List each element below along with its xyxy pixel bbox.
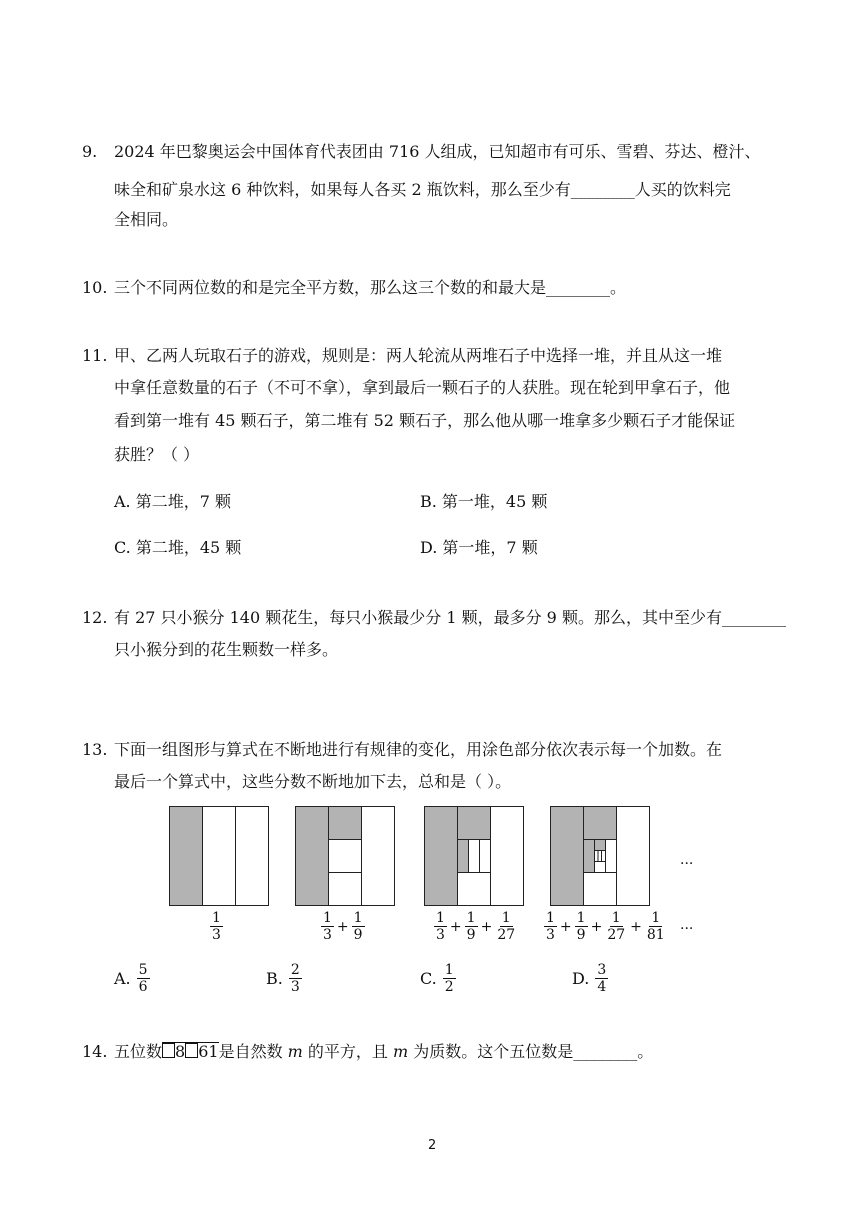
q9-line-2: 味全和矿泉水这 6 种饮料，如果每人各买 2 瓶饮料，那么至少有________人买的饮料完 (114, 180, 731, 199)
fraction-denominator: 4 (597, 979, 607, 995)
q13-option-d (572, 962, 608, 995)
digit-box (185, 1043, 198, 1058)
q14-variable-m-2: m (393, 1042, 409, 1061)
q11-option-c: C. 第二堆，45 颗 (114, 538, 242, 557)
fraction-denominator: 3 (323, 927, 332, 943)
fraction-numerator: 1 (323, 910, 332, 926)
q13-sum-3 (434, 910, 517, 943)
q13-figure-4 (550, 806, 650, 906)
q13-sum-4 (544, 910, 667, 943)
page-number: 2 (428, 1138, 437, 1153)
fraction-denominator: 2 (444, 979, 454, 995)
q11-line-1: 甲、乙两人玩取石子的游戏，规则是：两人轮流从两堆石子中选择一堆，并且从这一堆 (114, 346, 723, 365)
q14-variable-m: m (287, 1042, 303, 1061)
q14-middle: 是自然数 (218, 1042, 288, 1061)
q9-number: 9. (82, 142, 98, 161)
fraction-numerator: 1 (611, 910, 621, 926)
fraction-numerator: 1 (501, 910, 511, 926)
option-label: B. (266, 969, 283, 988)
fraction-numerator: 1 (576, 910, 586, 926)
fraction-denominator: 9 (353, 927, 363, 943)
q13-line-1: 下面一组图形与算式在不断地进行有规律的变化，用涂色部分依次表示每一个加数。在 (114, 740, 723, 759)
q12-line-1: 有 27 只小猴分 140 颗花生，每只小猴最少分 1 颗，最多分 9 颗。那么，其中至少有________ (114, 608, 786, 627)
fraction-denominator: 3 (436, 927, 445, 943)
q11-line-4: 获胜？（ ） (114, 445, 200, 464)
q13-line-2: 最后一个算式中，这些分数不断地加下去，总和是（ ）。 (114, 772, 512, 791)
q13-option-c (420, 962, 456, 995)
fraction-denominator: 9 (576, 927, 586, 943)
fraction-numerator: 1 (466, 910, 476, 926)
fraction-denominator: 3 (212, 927, 221, 943)
q14-digits-61: 61 (198, 1042, 219, 1061)
fraction-numerator: 5 (138, 962, 148, 978)
fraction-numerator: 1 (651, 910, 661, 926)
fraction-denominator: 9 (466, 927, 476, 943)
q13-figure-3 (424, 806, 524, 906)
fraction-denominator: 27 (607, 927, 626, 943)
q11-line-2: 中拿任意数量的石子（不可不拿），拿到最后一颗石子的人获胜。现在轮到甲拿石子，他 (114, 378, 731, 397)
plus-sign: + (590, 918, 603, 935)
q14-middle3: 为质数。这个五位数是________。 (408, 1042, 654, 1061)
fraction-numerator: 1 (212, 910, 221, 926)
plus-sign: + (480, 918, 493, 935)
q10-line-1: 三个不同两位数的和是完全平方数，那么这三个数的和最大是________。 (114, 278, 627, 297)
option-label: C. (420, 969, 437, 988)
digit-box (162, 1043, 175, 1058)
option-label: A. (114, 969, 131, 988)
q13-option-a (114, 962, 150, 995)
q14-digit-8: 8 (175, 1042, 186, 1061)
q11-number: 11. (82, 346, 108, 365)
fraction-numerator: 1 (353, 910, 363, 926)
plus-sign: + (630, 918, 642, 935)
fraction-numerator: 1 (436, 910, 445, 926)
fraction-denominator: 3 (546, 927, 555, 943)
q10-number: 10. (82, 278, 108, 297)
plus-sign: + (336, 918, 349, 935)
q9-line-3: 全相同。 (114, 210, 179, 229)
q13-number: 13. (82, 740, 108, 759)
fraction-numerator: 1 (546, 910, 555, 926)
q13-sum-2 (321, 910, 365, 943)
q13-figure-1 (169, 806, 269, 906)
fraction-numerator: 1 (444, 962, 454, 978)
q11-option-d: D. 第一堆，7 颗 (420, 538, 538, 557)
fraction-denominator: 3 (290, 979, 300, 995)
option-label: D. (572, 969, 590, 988)
q13-sum-1 (210, 910, 223, 943)
q14-middle2: 的平方，且 (302, 1042, 394, 1061)
q11-option-b: B. 第一堆，45 颗 (420, 492, 548, 511)
q12-line-2: 只小猴分到的花生颗数一样多。 (114, 640, 339, 659)
plus-sign: + (559, 918, 572, 935)
q13-option-b (266, 962, 302, 995)
fraction-denominator: 27 (497, 927, 516, 943)
q13-ellipsis-figures: ... (680, 852, 694, 868)
q14-five-digit-number (162, 1042, 219, 1061)
plus-sign: + (449, 918, 462, 935)
q14-line-1 (114, 1042, 653, 1062)
q12-number: 12. (82, 608, 108, 627)
q11-option-a: A. 第二堆，7 颗 (114, 492, 231, 511)
fraction-numerator: 3 (597, 962, 607, 978)
q13-figure-2 (295, 806, 395, 906)
q11-line-3: 看到第一堆有 45 颗石子，第二堆有 52 颗石子，那么他从哪一堆拿多少颗石子才能保证 (114, 411, 736, 430)
q9-line-1: 2024 年巴黎奥运会中国体育代表团由 716 人组成，已知超市有可乐、雪碧、芬达、橙汁、 (114, 142, 761, 161)
fraction-denominator: 6 (138, 979, 148, 995)
q14-number: 14. (82, 1042, 108, 1061)
fraction-numerator: 2 (290, 962, 300, 978)
q14-prefix: 五位数 (114, 1042, 163, 1061)
fraction-denominator: 81 (646, 927, 665, 943)
q13-ellipsis-sums: ... (680, 917, 694, 933)
